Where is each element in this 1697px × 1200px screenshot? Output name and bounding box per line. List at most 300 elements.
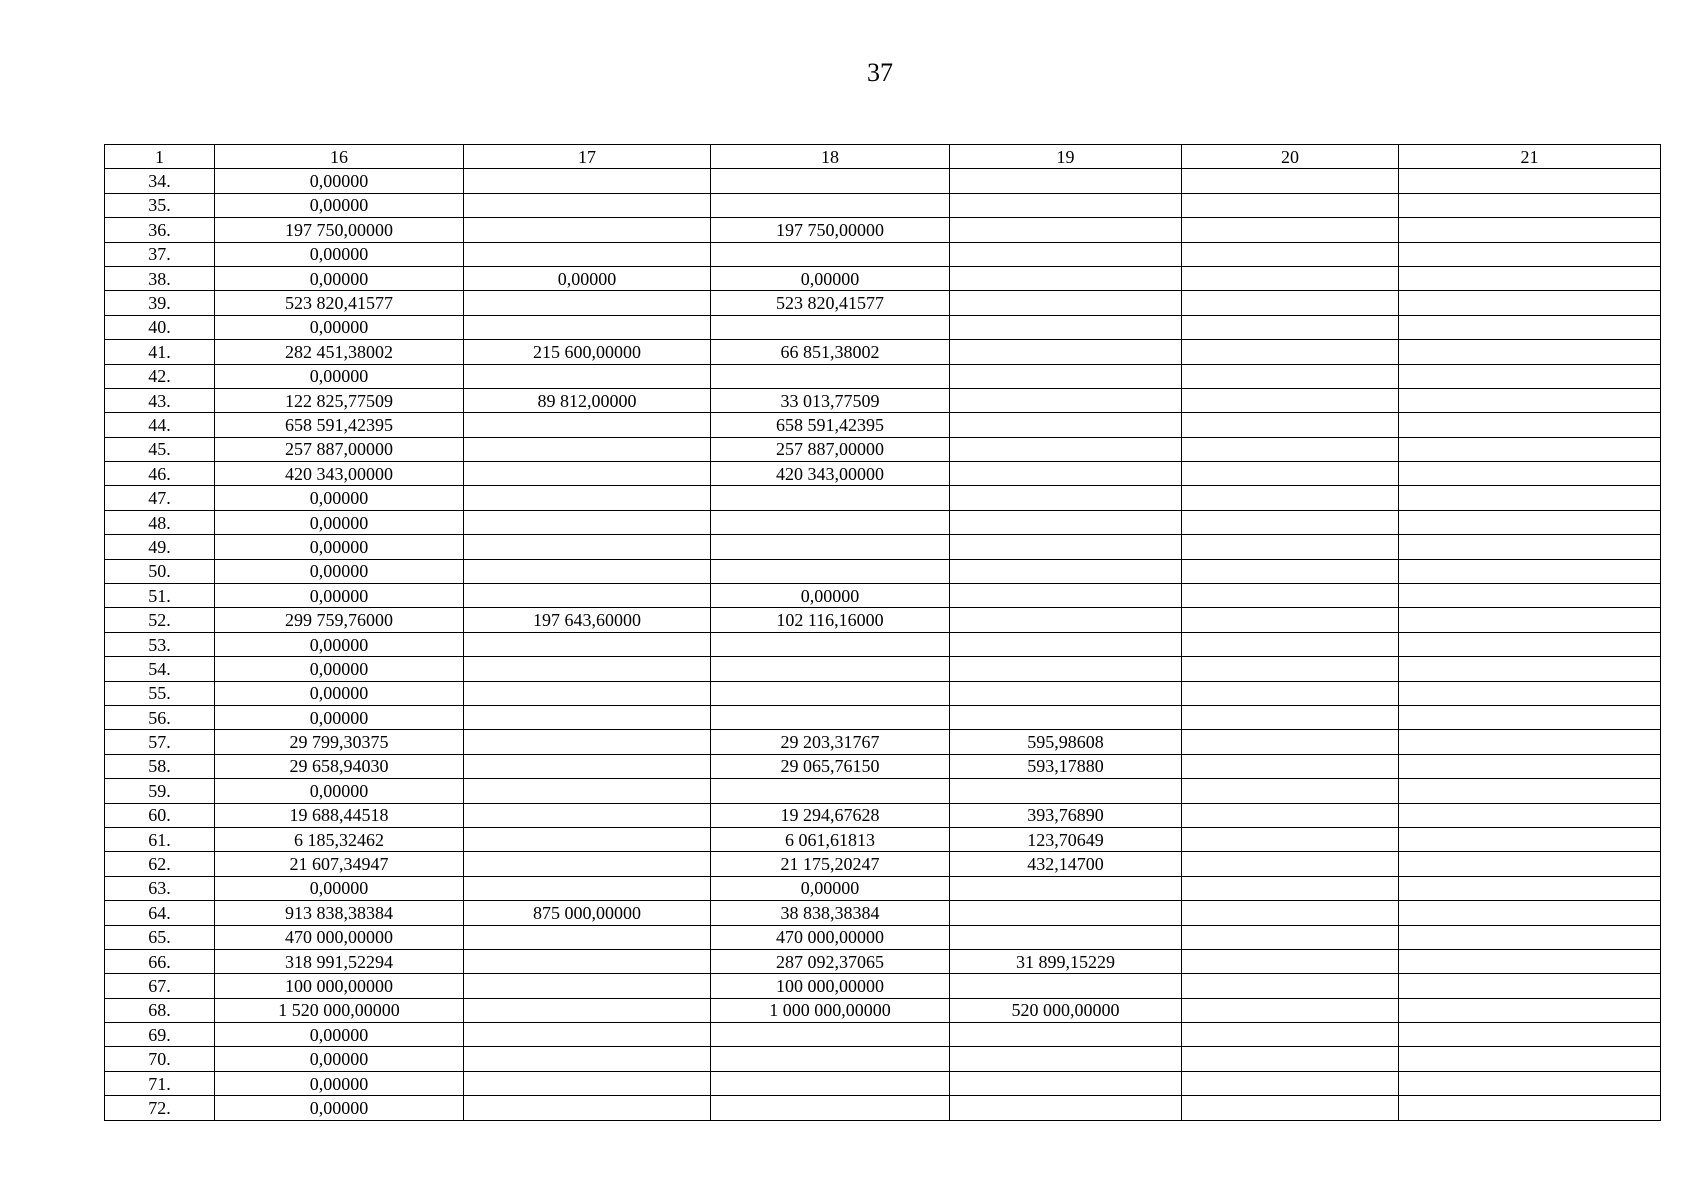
table-row [105,169,1661,193]
table-row [105,608,1661,632]
col-21-cell [1399,901,1661,925]
col-20-cell [1182,364,1399,388]
col-19-cell: 520 000,00000 [950,998,1182,1022]
table-row [105,657,1661,681]
col-20-cell [1182,998,1399,1022]
col-19-cell [950,218,1182,242]
col-21-cell [1399,364,1661,388]
col-18-cell [711,559,950,583]
col-20-cell [1182,1071,1399,1095]
col-21-cell [1399,998,1661,1022]
col-21-cell [1399,852,1661,876]
col-18-cell: 0,00000 [711,266,950,290]
col-19-cell [950,1096,1182,1120]
col-18-cell: 287 092,37065 [711,949,950,973]
col-20-cell [1182,1047,1399,1071]
col-18-cell: 29 065,76150 [711,754,950,778]
table-row [105,266,1661,290]
col-19-cell [950,974,1182,998]
col-16-cell: 470 000,00000 [215,925,464,949]
col-16-cell: 21 607,34947 [215,852,464,876]
row-number-cell: 51. [105,584,215,608]
col-19-cell [950,681,1182,705]
row-number-cell: 64. [105,901,215,925]
col-20-cell [1182,974,1399,998]
col-19-cell: 31 899,15229 [950,949,1182,973]
col-19-cell [950,364,1182,388]
col-19-cell [950,340,1182,364]
column-header: 1 [105,145,215,169]
col-17-cell [464,998,711,1022]
col-20-cell [1182,1023,1399,1047]
col-17-cell [464,193,711,217]
row-number-cell: 62. [105,852,215,876]
col-18-cell: 523 820,41577 [711,291,950,315]
col-17-cell [464,584,711,608]
col-18-cell [711,364,950,388]
table-row [105,462,1661,486]
col-18-cell: 38 838,38384 [711,901,950,925]
table-body [105,145,1661,1121]
row-number-cell: 65. [105,925,215,949]
row-number-cell: 69. [105,1023,215,1047]
col-21-cell [1399,827,1661,851]
row-number-cell: 46. [105,462,215,486]
col-16-cell: 0,00000 [215,876,464,900]
col-20-cell [1182,193,1399,217]
col-16-cell: 0,00000 [215,510,464,534]
row-number-cell: 63. [105,876,215,900]
col-17-cell [464,242,711,266]
row-number-cell: 56. [105,705,215,729]
col-17-cell [464,681,711,705]
col-20-cell [1182,925,1399,949]
col-17-cell [464,827,711,851]
col-20-cell [1182,681,1399,705]
col-19-cell [950,169,1182,193]
col-20-cell [1182,340,1399,364]
row-number-cell: 57. [105,730,215,754]
col-20-cell [1182,559,1399,583]
row-number-cell: 67. [105,974,215,998]
table-row [105,1047,1661,1071]
col-21-cell [1399,291,1661,315]
row-number-cell: 35. [105,193,215,217]
row-number-cell: 43. [105,388,215,412]
col-16-cell: 299 759,76000 [215,608,464,632]
col-19-cell [950,608,1182,632]
table-row [105,901,1661,925]
col-16-cell: 0,00000 [215,1096,464,1120]
col-20-cell [1182,315,1399,339]
table-row [105,486,1661,510]
col-19-cell [950,657,1182,681]
col-19-cell [950,876,1182,900]
col-19-cell [950,779,1182,803]
col-18-cell [711,1023,950,1047]
col-16-cell: 29 799,30375 [215,730,464,754]
col-20-cell [1182,266,1399,290]
column-header: 16 [215,145,464,169]
row-number-cell: 53. [105,632,215,656]
col-21-cell [1399,340,1661,364]
col-21-cell [1399,193,1661,217]
column-header: 17 [464,145,711,169]
table-row [105,681,1661,705]
col-20-cell [1182,852,1399,876]
col-18-cell: 197 750,00000 [711,218,950,242]
col-19-cell: 123,70649 [950,827,1182,851]
row-number-cell: 50. [105,559,215,583]
table-row [105,730,1661,754]
col-16-cell: 913 838,38384 [215,901,464,925]
col-16-cell: 100 000,00000 [215,974,464,998]
col-21-cell [1399,242,1661,266]
col-21-cell [1399,803,1661,827]
col-20-cell [1182,1096,1399,1120]
col-16-cell: 0,00000 [215,169,464,193]
col-18-cell: 21 175,20247 [711,852,950,876]
column-header: 19 [950,145,1182,169]
row-number-cell: 60. [105,803,215,827]
row-number-cell: 40. [105,315,215,339]
col-18-cell: 100 000,00000 [711,974,950,998]
table-row [105,949,1661,973]
col-21-cell [1399,266,1661,290]
col-18-cell: 0,00000 [711,584,950,608]
table-row [105,413,1661,437]
col-21-cell [1399,949,1661,973]
col-19-cell [950,925,1182,949]
col-17-cell [464,486,711,510]
row-number-cell: 55. [105,681,215,705]
col-21-cell [1399,559,1661,583]
col-17-cell [464,949,711,973]
col-20-cell [1182,486,1399,510]
col-17-cell [464,169,711,193]
col-16-cell: 523 820,41577 [215,291,464,315]
col-16-cell: 282 451,38002 [215,340,464,364]
row-number-cell: 49. [105,535,215,559]
col-16-cell: 0,00000 [215,705,464,729]
col-18-cell [711,193,950,217]
col-17-cell: 89 812,00000 [464,388,711,412]
col-16-cell: 318 991,52294 [215,949,464,973]
col-17-cell [464,462,711,486]
col-21-cell [1399,657,1661,681]
col-20-cell [1182,242,1399,266]
col-18-cell: 257 887,00000 [711,437,950,461]
col-21-cell [1399,218,1661,242]
row-number-cell: 36. [105,218,215,242]
col-20-cell [1182,657,1399,681]
col-21-cell [1399,437,1661,461]
col-21-cell [1399,925,1661,949]
row-number-cell: 38. [105,266,215,290]
table-row [105,510,1661,534]
column-header: 20 [1182,145,1399,169]
column-header: 18 [711,145,950,169]
table-row [105,1023,1661,1047]
col-19-cell [950,705,1182,729]
table-row [105,998,1661,1022]
col-21-cell [1399,413,1661,437]
col-18-cell [711,779,950,803]
col-19-cell [950,266,1182,290]
col-19-cell [950,242,1182,266]
table-row [105,779,1661,803]
col-17-cell [464,803,711,827]
col-21-cell [1399,388,1661,412]
col-17-cell [464,754,711,778]
col-18-cell [711,315,950,339]
col-19-cell: 595,98608 [950,730,1182,754]
row-number-cell: 54. [105,657,215,681]
col-20-cell [1182,949,1399,973]
row-number-cell: 41. [105,340,215,364]
col-16-cell: 0,00000 [215,681,464,705]
row-number-cell: 70. [105,1047,215,1071]
col-17-cell [464,1047,711,1071]
col-19-cell [950,510,1182,534]
col-17-cell [464,535,711,559]
col-20-cell [1182,632,1399,656]
col-17-cell [464,925,711,949]
table-row [105,242,1661,266]
col-18-cell [711,681,950,705]
col-17-cell [464,779,711,803]
table-row [105,827,1661,851]
col-17-cell [464,364,711,388]
col-21-cell [1399,169,1661,193]
col-16-cell: 0,00000 [215,779,464,803]
col-18-cell [711,169,950,193]
col-16-cell: 658 591,42395 [215,413,464,437]
col-18-cell [711,486,950,510]
col-21-cell [1399,876,1661,900]
col-20-cell [1182,462,1399,486]
col-16-cell: 29 658,94030 [215,754,464,778]
col-18-cell [711,1096,950,1120]
col-16-cell: 6 185,32462 [215,827,464,851]
col-18-cell: 66 851,38002 [711,340,950,364]
col-20-cell [1182,901,1399,925]
col-18-cell [711,705,950,729]
col-21-cell [1399,1047,1661,1071]
col-19-cell [950,413,1182,437]
table-row [105,315,1661,339]
col-17-cell [464,632,711,656]
col-16-cell: 0,00000 [215,266,464,290]
col-17-cell [464,315,711,339]
col-21-cell [1399,779,1661,803]
row-number-cell: 42. [105,364,215,388]
col-17-cell [464,1023,711,1047]
table-row [105,364,1661,388]
col-16-cell: 257 887,00000 [215,437,464,461]
col-19-cell [950,901,1182,925]
col-17-cell [464,1071,711,1095]
table-row [105,535,1661,559]
col-16-cell: 1 520 000,00000 [215,998,464,1022]
col-18-cell: 470 000,00000 [711,925,950,949]
col-16-cell: 122 825,77509 [215,388,464,412]
col-16-cell: 19 688,44518 [215,803,464,827]
col-21-cell [1399,1023,1661,1047]
column-header: 21 [1399,145,1661,169]
table-row [105,803,1661,827]
table-row [105,852,1661,876]
col-18-cell: 33 013,77509 [711,388,950,412]
col-21-cell [1399,462,1661,486]
col-21-cell [1399,608,1661,632]
table-row [105,291,1661,315]
col-16-cell: 0,00000 [215,242,464,266]
col-19-cell [950,535,1182,559]
header-row [105,145,1661,169]
col-21-cell [1399,486,1661,510]
row-number-cell: 72. [105,1096,215,1120]
col-19-cell [950,486,1182,510]
data-table [104,144,1661,1121]
col-17-cell [464,413,711,437]
col-17-cell: 197 643,60000 [464,608,711,632]
col-18-cell [711,632,950,656]
table-row [105,388,1661,412]
row-number-cell: 37. [105,242,215,266]
col-17-cell: 0,00000 [464,266,711,290]
table-row [105,974,1661,998]
col-19-cell: 393,76890 [950,803,1182,827]
col-19-cell [950,291,1182,315]
table-row [105,925,1661,949]
col-17-cell [464,510,711,534]
col-16-cell: 197 750,00000 [215,218,464,242]
table-row [105,1071,1661,1095]
col-19-cell [950,437,1182,461]
col-16-cell: 0,00000 [215,535,464,559]
col-20-cell [1182,876,1399,900]
col-16-cell: 420 343,00000 [215,462,464,486]
col-20-cell [1182,291,1399,315]
table-row [105,754,1661,778]
col-17-cell [464,974,711,998]
col-18-cell [711,535,950,559]
col-20-cell [1182,779,1399,803]
col-17-cell [464,1096,711,1120]
row-number-cell: 71. [105,1071,215,1095]
col-16-cell: 0,00000 [215,486,464,510]
col-18-cell: 19 294,67628 [711,803,950,827]
col-18-cell: 29 203,31767 [711,730,950,754]
table-row [105,437,1661,461]
col-18-cell [711,510,950,534]
col-20-cell [1182,510,1399,534]
col-16-cell: 0,00000 [215,632,464,656]
col-21-cell [1399,681,1661,705]
col-20-cell [1182,413,1399,437]
col-18-cell: 6 061,61813 [711,827,950,851]
col-16-cell: 0,00000 [215,1071,464,1095]
col-16-cell: 0,00000 [215,1023,464,1047]
page-number: 37 [867,58,893,87]
col-21-cell [1399,1096,1661,1120]
col-17-cell: 215 600,00000 [464,340,711,364]
col-17-cell [464,559,711,583]
col-18-cell: 420 343,00000 [711,462,950,486]
col-20-cell [1182,218,1399,242]
row-number-cell: 58. [105,754,215,778]
table-row [105,584,1661,608]
col-21-cell [1399,974,1661,998]
table-row [105,705,1661,729]
col-20-cell [1182,388,1399,412]
table-row [105,340,1661,364]
col-19-cell [950,1047,1182,1071]
col-20-cell [1182,803,1399,827]
col-18-cell: 658 591,42395 [711,413,950,437]
col-20-cell [1182,730,1399,754]
col-18-cell [711,1047,950,1071]
col-20-cell [1182,705,1399,729]
col-19-cell [950,559,1182,583]
row-number-cell: 59. [105,779,215,803]
col-17-cell [464,437,711,461]
row-number-cell: 61. [105,827,215,851]
col-16-cell: 0,00000 [215,364,464,388]
col-17-cell [464,730,711,754]
row-number-cell: 34. [105,169,215,193]
col-21-cell [1399,315,1661,339]
col-18-cell [711,657,950,681]
col-16-cell: 0,00000 [215,1047,464,1071]
row-number-cell: 47. [105,486,215,510]
col-16-cell: 0,00000 [215,559,464,583]
col-17-cell [464,218,711,242]
col-18-cell [711,242,950,266]
col-17-cell: 875 000,00000 [464,901,711,925]
row-number-cell: 44. [105,413,215,437]
row-number-cell: 52. [105,608,215,632]
col-20-cell [1182,608,1399,632]
col-20-cell [1182,584,1399,608]
col-19-cell [950,1023,1182,1047]
col-17-cell [464,705,711,729]
col-16-cell: 0,00000 [215,657,464,681]
col-19-cell: 432,14700 [950,852,1182,876]
col-21-cell [1399,1071,1661,1095]
col-19-cell [950,632,1182,656]
table-row [105,632,1661,656]
col-20-cell [1182,169,1399,193]
col-19-cell: 593,17880 [950,754,1182,778]
col-21-cell [1399,510,1661,534]
col-18-cell: 0,00000 [711,876,950,900]
col-19-cell [950,315,1182,339]
col-21-cell [1399,730,1661,754]
col-17-cell [464,852,711,876]
table-row [105,193,1661,217]
row-number-cell: 39. [105,291,215,315]
row-number-cell: 48. [105,510,215,534]
col-20-cell [1182,827,1399,851]
col-19-cell [950,193,1182,217]
col-20-cell [1182,754,1399,778]
col-16-cell: 0,00000 [215,193,464,217]
table-row [105,559,1661,583]
col-18-cell: 1 000 000,00000 [711,998,950,1022]
col-21-cell [1399,705,1661,729]
